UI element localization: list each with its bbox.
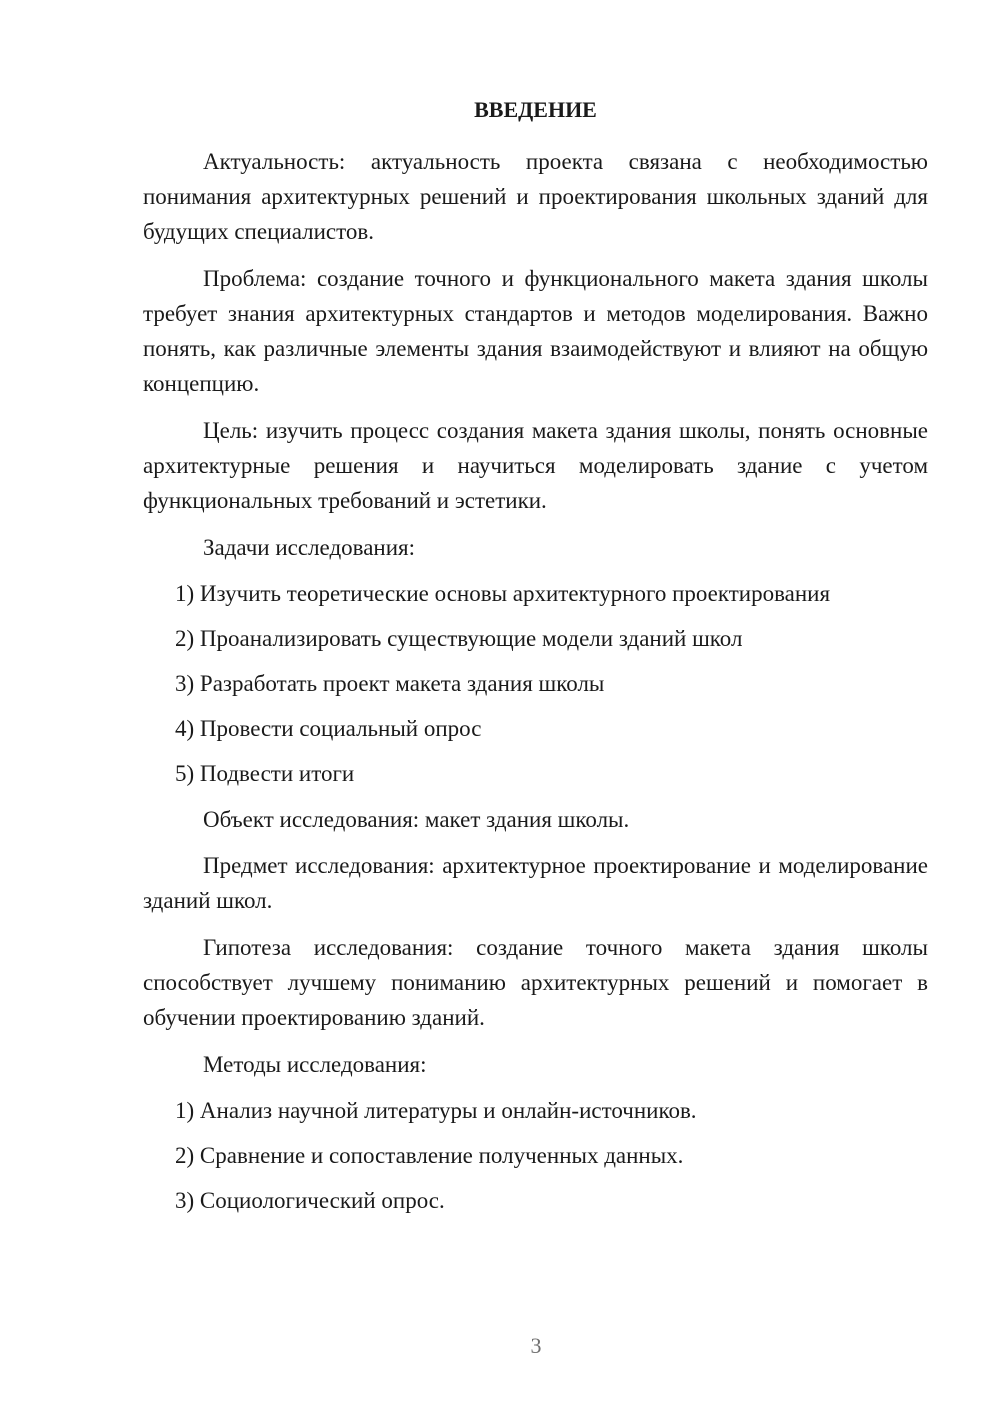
page-title: ВВЕДЕНИЕ	[474, 97, 597, 122]
tasks-heading: Задачи исследования:	[203, 535, 416, 560]
document-page	[143, 96, 928, 1229]
list-item: 4) Провести социальный опрос	[175, 716, 482, 741]
relevance-paragraph: Актуальность: актуальность проекта связана с необходимостью понимания архитектурных решений и проектирования школьных зданий для будущих специалистов.	[143, 149, 928, 244]
problem-paragraph: Проблема: создание точного и функционального макета здания школы требует знания архитектурных стандартов и методов моделирования. Важно понять, как различные элементы здания взаимодействуют и влияют на общую концепцию.	[143, 266, 928, 396]
tasks-list	[143, 576, 928, 791]
goal-paragraph: Цель: изучить процесс создания макета здания школы, понять основные архитектурные решения и научиться моделировать здание с учетом функциональных требований и эстетики.	[143, 418, 928, 513]
list-item: 1) Анализ научной литературы и онлайн-источников.	[175, 1098, 697, 1123]
list-item: 2) Сравнение и сопоставление полученных данных.	[175, 1143, 684, 1168]
hypothesis-paragraph: Гипотеза исследования: создание точного макета здания школы способствует лучшему пониманию архитектурных решений и помогает в обучении проектированию зданий.	[143, 935, 928, 1030]
methods-list	[143, 1093, 928, 1218]
subject-paragraph: Предмет исследования: архитектурное проектирование и моделирование зданий школ.	[143, 853, 928, 913]
page-number: 3	[530, 1333, 542, 1358]
list-item: 3) Разработать проект макета здания школы	[175, 671, 605, 696]
list-item: 3) Социологический опрос.	[175, 1188, 445, 1213]
object-paragraph: Объект исследования: макет здания школы.	[203, 807, 630, 832]
methods-heading: Методы исследования:	[203, 1052, 427, 1077]
list-item: 2) Проанализировать существующие модели зданий школ	[175, 626, 743, 651]
list-item: 1) Изучить теоретические основы архитектурного проектирования	[175, 581, 831, 606]
list-item: 5) Подвести итоги	[175, 761, 355, 786]
